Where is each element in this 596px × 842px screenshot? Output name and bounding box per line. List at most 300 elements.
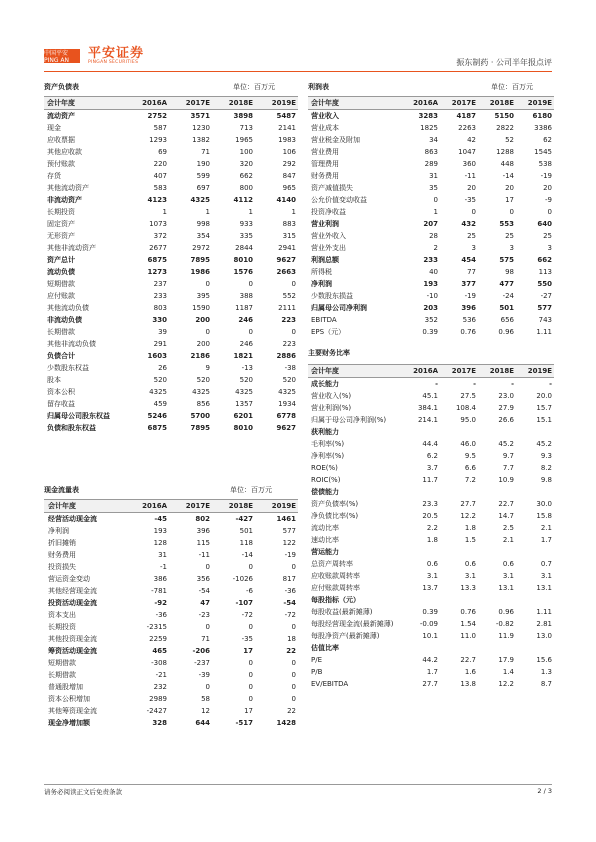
- row-label: 存货: [47, 172, 61, 180]
- table-row: [44, 242, 298, 254]
- value-cell: 577: [537, 304, 552, 312]
- value-cell: -237: [194, 659, 210, 667]
- value-cell: -24: [502, 292, 514, 300]
- header-year-cell: 2019E: [255, 500, 298, 513]
- value-cell: 6875: [147, 256, 167, 264]
- value-cell: 0: [291, 659, 296, 667]
- row-label: 营业收入(%): [311, 392, 352, 400]
- value-cell: 0: [248, 623, 253, 631]
- row-label: 速动比率: [311, 536, 339, 544]
- value-cell: 1.5: [464, 536, 476, 544]
- value-cell: 0: [291, 683, 296, 691]
- value-cell: 3898: [233, 112, 253, 120]
- value-cell: 817: [282, 575, 296, 583]
- value-cell: 15.1: [536, 416, 552, 424]
- row-label: 归属母公司股东权益: [47, 412, 110, 420]
- table-row: [308, 570, 554, 582]
- header-year-cell: 2019E: [516, 365, 554, 378]
- income-statement-title: 利润表: [308, 83, 329, 91]
- cash-flow-table: [44, 499, 298, 729]
- value-cell: 15.6: [536, 656, 552, 664]
- value-cell: 802: [195, 515, 210, 523]
- table-row: [44, 110, 298, 123]
- value-cell: 863: [424, 148, 438, 156]
- row-label: 长期投资: [48, 623, 76, 631]
- row-label: 无形资产: [47, 232, 75, 240]
- logo-mark: 中国平安 PING AN: [44, 49, 80, 63]
- table-row: [308, 146, 554, 158]
- header-year-cell: 2017E: [440, 365, 478, 378]
- value-cell: -14: [241, 551, 253, 559]
- value-cell: 803: [153, 304, 167, 312]
- table-row: [44, 525, 298, 537]
- value-cell: 2.81: [536, 620, 552, 628]
- table-row: [44, 182, 298, 194]
- value-cell: 0: [248, 671, 253, 679]
- value-cell: 25: [505, 232, 514, 240]
- value-cell: 384.1: [417, 404, 438, 412]
- table-row: [308, 450, 554, 462]
- value-cell: 3.7: [426, 464, 438, 472]
- value-cell: 536: [462, 316, 476, 324]
- value-cell: 20.5: [422, 512, 438, 520]
- value-cell: 8010: [233, 424, 253, 432]
- value-cell: [440, 642, 478, 654]
- value-cell: 0: [205, 328, 210, 336]
- value-cell: 62: [543, 136, 552, 144]
- row-label: EV/EBITDA: [311, 680, 349, 688]
- value-cell: 0.39: [422, 608, 438, 616]
- value-cell: 193: [423, 280, 438, 288]
- value-cell: [440, 594, 478, 606]
- row-label: 长期借款: [47, 328, 75, 336]
- table-row: [308, 462, 554, 474]
- value-cell: 13.8: [460, 680, 476, 688]
- value-cell: 223: [281, 316, 296, 324]
- value-cell: 2663: [276, 268, 296, 276]
- value-cell: 246: [238, 316, 253, 324]
- header-label-cell: 会计年度: [308, 97, 402, 110]
- value-cell: [478, 594, 516, 606]
- value-cell: [440, 486, 478, 498]
- row-label: 净利率(%): [311, 452, 345, 460]
- header-label-cell: 会计年度: [308, 365, 402, 378]
- value-cell: 0: [291, 280, 296, 288]
- table-row: [44, 158, 298, 170]
- row-label: 长期借款: [48, 671, 76, 679]
- table-row: [308, 230, 554, 242]
- financial-ratios-title: 主要财务比率: [308, 349, 350, 357]
- value-cell: 5700: [190, 412, 210, 420]
- value-cell: 237: [153, 280, 167, 288]
- row-label: 流动比率: [311, 524, 339, 532]
- value-cell: 26: [158, 364, 167, 372]
- value-cell: 15.7: [536, 404, 552, 412]
- value-cell: 5246: [147, 412, 167, 420]
- table-header-row: [308, 365, 554, 378]
- value-cell: -35: [464, 196, 476, 204]
- row-label: 现金: [47, 124, 61, 132]
- value-cell: 2972: [192, 244, 210, 252]
- value-cell: 0.96: [498, 328, 514, 336]
- table-row: [44, 374, 298, 386]
- value-cell: 330: [152, 316, 167, 324]
- value-cell: 27.5: [460, 392, 476, 400]
- value-cell: 8.7: [540, 680, 552, 688]
- value-cell: 448: [500, 160, 514, 168]
- table-row: [308, 266, 554, 278]
- value-cell: [478, 486, 516, 498]
- value-cell: 377: [461, 280, 476, 288]
- value-cell: 10.1: [422, 632, 438, 640]
- value-cell: 18: [287, 635, 296, 643]
- value-cell: 27.7: [460, 500, 476, 508]
- row-label: 资产总计: [47, 256, 75, 264]
- value-cell: [440, 426, 478, 438]
- value-cell: 1821: [233, 352, 253, 360]
- value-cell: 232: [153, 683, 167, 691]
- value-cell: 7.2: [464, 476, 476, 484]
- value-cell: 3: [509, 244, 514, 252]
- row-label: 每股经营现金流(最新摊薄): [311, 620, 394, 628]
- table-row: [44, 549, 298, 561]
- table-row: [44, 134, 298, 146]
- value-cell: 58: [201, 695, 210, 703]
- value-cell: 0: [509, 208, 514, 216]
- header-year-cell: 2018E: [478, 97, 516, 110]
- value-cell: 246: [239, 340, 253, 348]
- row-label: 营业利润(%): [311, 404, 352, 412]
- value-cell: 372: [153, 232, 167, 240]
- value-cell: 3571: [190, 112, 210, 120]
- value-cell: 1357: [235, 400, 253, 408]
- value-cell: -36: [155, 611, 167, 619]
- row-label: 筹资活动现金流: [48, 647, 97, 655]
- value-cell: -308: [151, 659, 167, 667]
- row-label: 少数股东权益: [47, 364, 89, 372]
- balance-sheet-unit: 单位：百万元: [233, 83, 275, 91]
- financial-ratios-table: [308, 364, 554, 690]
- header-year-cell: 2019E: [516, 97, 554, 110]
- value-cell: -19: [464, 292, 476, 300]
- table-row: [308, 546, 554, 558]
- table-row: [308, 606, 554, 618]
- header-year-cell: 2018E: [212, 97, 255, 110]
- value-cell: 0.96: [498, 608, 514, 616]
- row-label: 财务费用: [311, 172, 339, 180]
- value-cell: 1.7: [540, 536, 552, 544]
- value-cell: 28: [429, 232, 438, 240]
- value-cell: 743: [538, 316, 552, 324]
- header-year-cell: 2017E: [440, 97, 478, 110]
- value-cell: -35: [241, 635, 253, 643]
- value-cell: [478, 546, 516, 558]
- value-cell: 520: [239, 376, 253, 384]
- row-label: P/E: [311, 656, 323, 664]
- value-cell: 44.4: [422, 440, 438, 448]
- value-cell: 883: [282, 220, 296, 228]
- row-label: 应付账款: [47, 292, 75, 300]
- value-cell: 0: [205, 280, 210, 288]
- value-cell: 1.54: [460, 620, 476, 628]
- row-label: 公允价值变动收益: [311, 196, 367, 204]
- row-label: 流动负债: [47, 268, 75, 276]
- value-cell: 4325: [278, 388, 296, 396]
- value-cell: 108.4: [455, 404, 476, 412]
- value-cell: 4325: [235, 388, 253, 396]
- row-label: EPS（元）: [311, 328, 346, 336]
- row-label: EBITDA: [311, 316, 337, 324]
- table-row: [44, 302, 298, 314]
- value-cell: -107: [235, 599, 253, 607]
- value-cell: 34: [429, 136, 438, 144]
- value-cell: 4325: [149, 388, 167, 396]
- row-label: 营业费用: [311, 148, 339, 156]
- value-cell: 9.8: [540, 476, 552, 484]
- table-row: [308, 194, 554, 206]
- value-cell: 71: [201, 635, 210, 643]
- value-cell: 27.9: [498, 404, 514, 412]
- value-cell: 2677: [149, 244, 167, 252]
- table-row: [308, 414, 554, 426]
- value-cell: -2427: [146, 707, 167, 715]
- value-cell: 0: [471, 208, 476, 216]
- value-cell: 1230: [192, 124, 210, 132]
- value-cell: 115: [196, 539, 210, 547]
- value-cell: 1.6: [464, 668, 476, 676]
- value-cell: 31: [158, 551, 167, 559]
- row-label: 短期借款: [47, 280, 75, 288]
- row-label: 长期投资: [47, 208, 75, 216]
- value-cell: 8010: [233, 256, 253, 264]
- value-cell: 47: [200, 599, 210, 607]
- value-cell: 207: [423, 220, 438, 228]
- row-label: ROIC(%): [311, 476, 341, 484]
- row-label: 归属于母公司净利润(%): [311, 416, 387, 424]
- value-cell: 20: [543, 184, 552, 192]
- value-cell: 45.2: [498, 440, 514, 448]
- value-cell: 22.7: [498, 500, 514, 508]
- value-cell: 20: [505, 184, 514, 192]
- value-cell: 501: [239, 527, 253, 535]
- value-cell: 100: [239, 148, 253, 156]
- value-cell: 12.2: [460, 512, 476, 520]
- row-label: 所得税: [311, 268, 332, 276]
- header-year-cell: 2016A: [402, 97, 440, 110]
- balance-sheet-table: [44, 96, 298, 434]
- value-cell: 26.6: [498, 416, 514, 424]
- value-cell: 1603: [147, 352, 167, 360]
- table-header-row: [308, 97, 554, 110]
- table-row: [44, 681, 298, 693]
- value-cell: 5487: [276, 112, 296, 120]
- value-cell: -10: [426, 292, 438, 300]
- row-label: 每股指标（元）: [311, 596, 360, 604]
- value-cell: [402, 486, 440, 498]
- value-cell: -1026: [232, 575, 253, 583]
- value-cell: -72: [284, 611, 296, 619]
- value-cell: 291: [153, 340, 167, 348]
- value-cell: 459: [153, 400, 167, 408]
- value-cell: [402, 594, 440, 606]
- row-label: 少数股东损益: [311, 292, 353, 300]
- row-label: 营业外支出: [311, 244, 346, 252]
- value-cell: 106: [282, 148, 296, 156]
- row-label: 其他筹资现金流: [48, 707, 97, 715]
- row-label: 折旧摊销: [48, 539, 76, 547]
- row-label: 资本公积: [47, 388, 75, 396]
- table-row: [44, 266, 298, 278]
- value-cell: 1047: [458, 148, 476, 156]
- value-cell: 1545: [534, 148, 552, 156]
- value-cell: 1.11: [536, 328, 552, 336]
- value-cell: 69: [158, 148, 167, 156]
- value-cell: 27.7: [422, 680, 438, 688]
- table-row: [44, 122, 298, 134]
- row-label: 成长能力: [311, 380, 339, 388]
- row-label: 固定资产: [47, 220, 75, 228]
- value-cell: 233: [423, 256, 438, 264]
- value-cell: 3: [471, 244, 476, 252]
- table-row: [308, 522, 554, 534]
- row-label: 资本公积增加: [48, 695, 90, 703]
- value-cell: 17: [505, 196, 514, 204]
- value-cell: 200: [196, 340, 210, 348]
- table-row: [308, 402, 554, 414]
- balance-sheet-title: 资产负债表: [44, 83, 79, 91]
- table-row: [44, 254, 298, 266]
- row-label: 资产减值损失: [311, 184, 353, 192]
- value-cell: 2.1: [540, 524, 552, 532]
- value-cell: 3.1: [502, 572, 514, 580]
- header-year-cell: 2018E: [212, 500, 255, 513]
- value-cell: 656: [500, 316, 514, 324]
- value-cell: -54: [283, 599, 296, 607]
- table-row: [44, 170, 298, 182]
- table-row: [308, 206, 554, 218]
- value-cell: 1.4: [502, 668, 514, 676]
- value-cell: 25: [543, 232, 552, 240]
- value-cell: [478, 426, 516, 438]
- value-cell: 0.6: [464, 560, 476, 568]
- table-row: [44, 633, 298, 645]
- income-statement-unit: 单位：百万元: [491, 83, 533, 91]
- value-cell: 9627: [276, 256, 296, 264]
- table-row: [44, 645, 298, 657]
- value-cell: 1073: [149, 220, 167, 228]
- value-cell: [516, 594, 554, 606]
- table-row: [44, 386, 298, 398]
- value-cell: -13: [241, 364, 253, 372]
- table-row: [308, 510, 554, 522]
- row-label: 估值比率: [311, 644, 339, 652]
- value-cell: 2941: [278, 244, 296, 252]
- value-cell: 193: [153, 527, 167, 535]
- row-label: 净利润: [48, 527, 69, 535]
- value-cell: 552: [282, 292, 296, 300]
- table-row: [44, 573, 298, 585]
- table-row: [44, 621, 298, 633]
- value-cell: -19: [284, 551, 296, 559]
- header-year-cell: 2016A: [126, 500, 169, 513]
- table-row: [44, 693, 298, 705]
- value-cell: -54: [198, 587, 210, 595]
- value-cell: 395: [196, 292, 210, 300]
- row-label: 资本支出: [48, 611, 76, 619]
- value-cell: 0: [248, 683, 253, 691]
- value-cell: 6875: [147, 424, 167, 432]
- header-divider: [44, 71, 552, 72]
- value-cell: 10.9: [498, 476, 514, 484]
- value-cell: 23.0: [498, 392, 514, 400]
- value-cell: 6778: [276, 412, 296, 420]
- value-cell: 30.0: [536, 500, 552, 508]
- page-number: 2 / 3: [537, 787, 552, 795]
- table-row: [44, 513, 298, 526]
- header-year-cell: 2017E: [169, 500, 212, 513]
- value-cell: 1382: [192, 136, 210, 144]
- table-row: [308, 302, 554, 314]
- value-cell: -19: [540, 172, 552, 180]
- row-label: 留存收益: [47, 400, 75, 408]
- value-cell: 0: [248, 328, 253, 336]
- table-row: [308, 678, 554, 690]
- table-row: [44, 146, 298, 158]
- row-label: 营业外收入: [311, 232, 346, 240]
- value-cell: -: [435, 380, 438, 388]
- value-cell: 128: [153, 539, 167, 547]
- table-row: [44, 585, 298, 597]
- table-row: [308, 378, 554, 391]
- value-cell: 0: [248, 563, 253, 571]
- cash-flow-unit: 单位：百万元: [230, 486, 272, 494]
- value-cell: -0.82: [495, 620, 514, 628]
- value-cell: -23: [198, 611, 210, 619]
- table-row: [44, 717, 298, 729]
- row-label: 负债合计: [47, 352, 75, 360]
- value-cell: 44.2: [422, 656, 438, 664]
- value-cell: -38: [284, 364, 296, 372]
- value-cell: 13.7: [422, 584, 438, 592]
- value-cell: 20.0: [536, 392, 552, 400]
- value-cell: 9.7: [502, 452, 514, 460]
- row-label: 应收票据: [47, 136, 75, 144]
- table-row: [44, 561, 298, 573]
- value-cell: 9.3: [540, 452, 552, 460]
- value-cell: -9: [545, 196, 552, 204]
- table-header-row: [44, 500, 298, 513]
- value-cell: -21: [155, 671, 167, 679]
- value-cell: 0.7: [540, 560, 552, 568]
- value-cell: 1.3: [540, 668, 552, 676]
- table-row: [44, 537, 298, 549]
- table-row: [308, 314, 554, 326]
- value-cell: 0: [291, 695, 296, 703]
- value-cell: 3.1: [426, 572, 438, 580]
- value-cell: 95.0: [460, 416, 476, 424]
- table-row: [308, 218, 554, 230]
- value-cell: 465: [152, 647, 167, 655]
- value-cell: 1: [162, 208, 167, 216]
- value-cell: [440, 546, 478, 558]
- row-label: 归属母公司净利润: [311, 304, 367, 312]
- table-row: [308, 654, 554, 666]
- value-cell: 0: [433, 196, 438, 204]
- table-row: [44, 597, 298, 609]
- table-row: [308, 582, 554, 594]
- value-cell: 697: [196, 184, 210, 192]
- value-cell: 3.1: [540, 572, 552, 580]
